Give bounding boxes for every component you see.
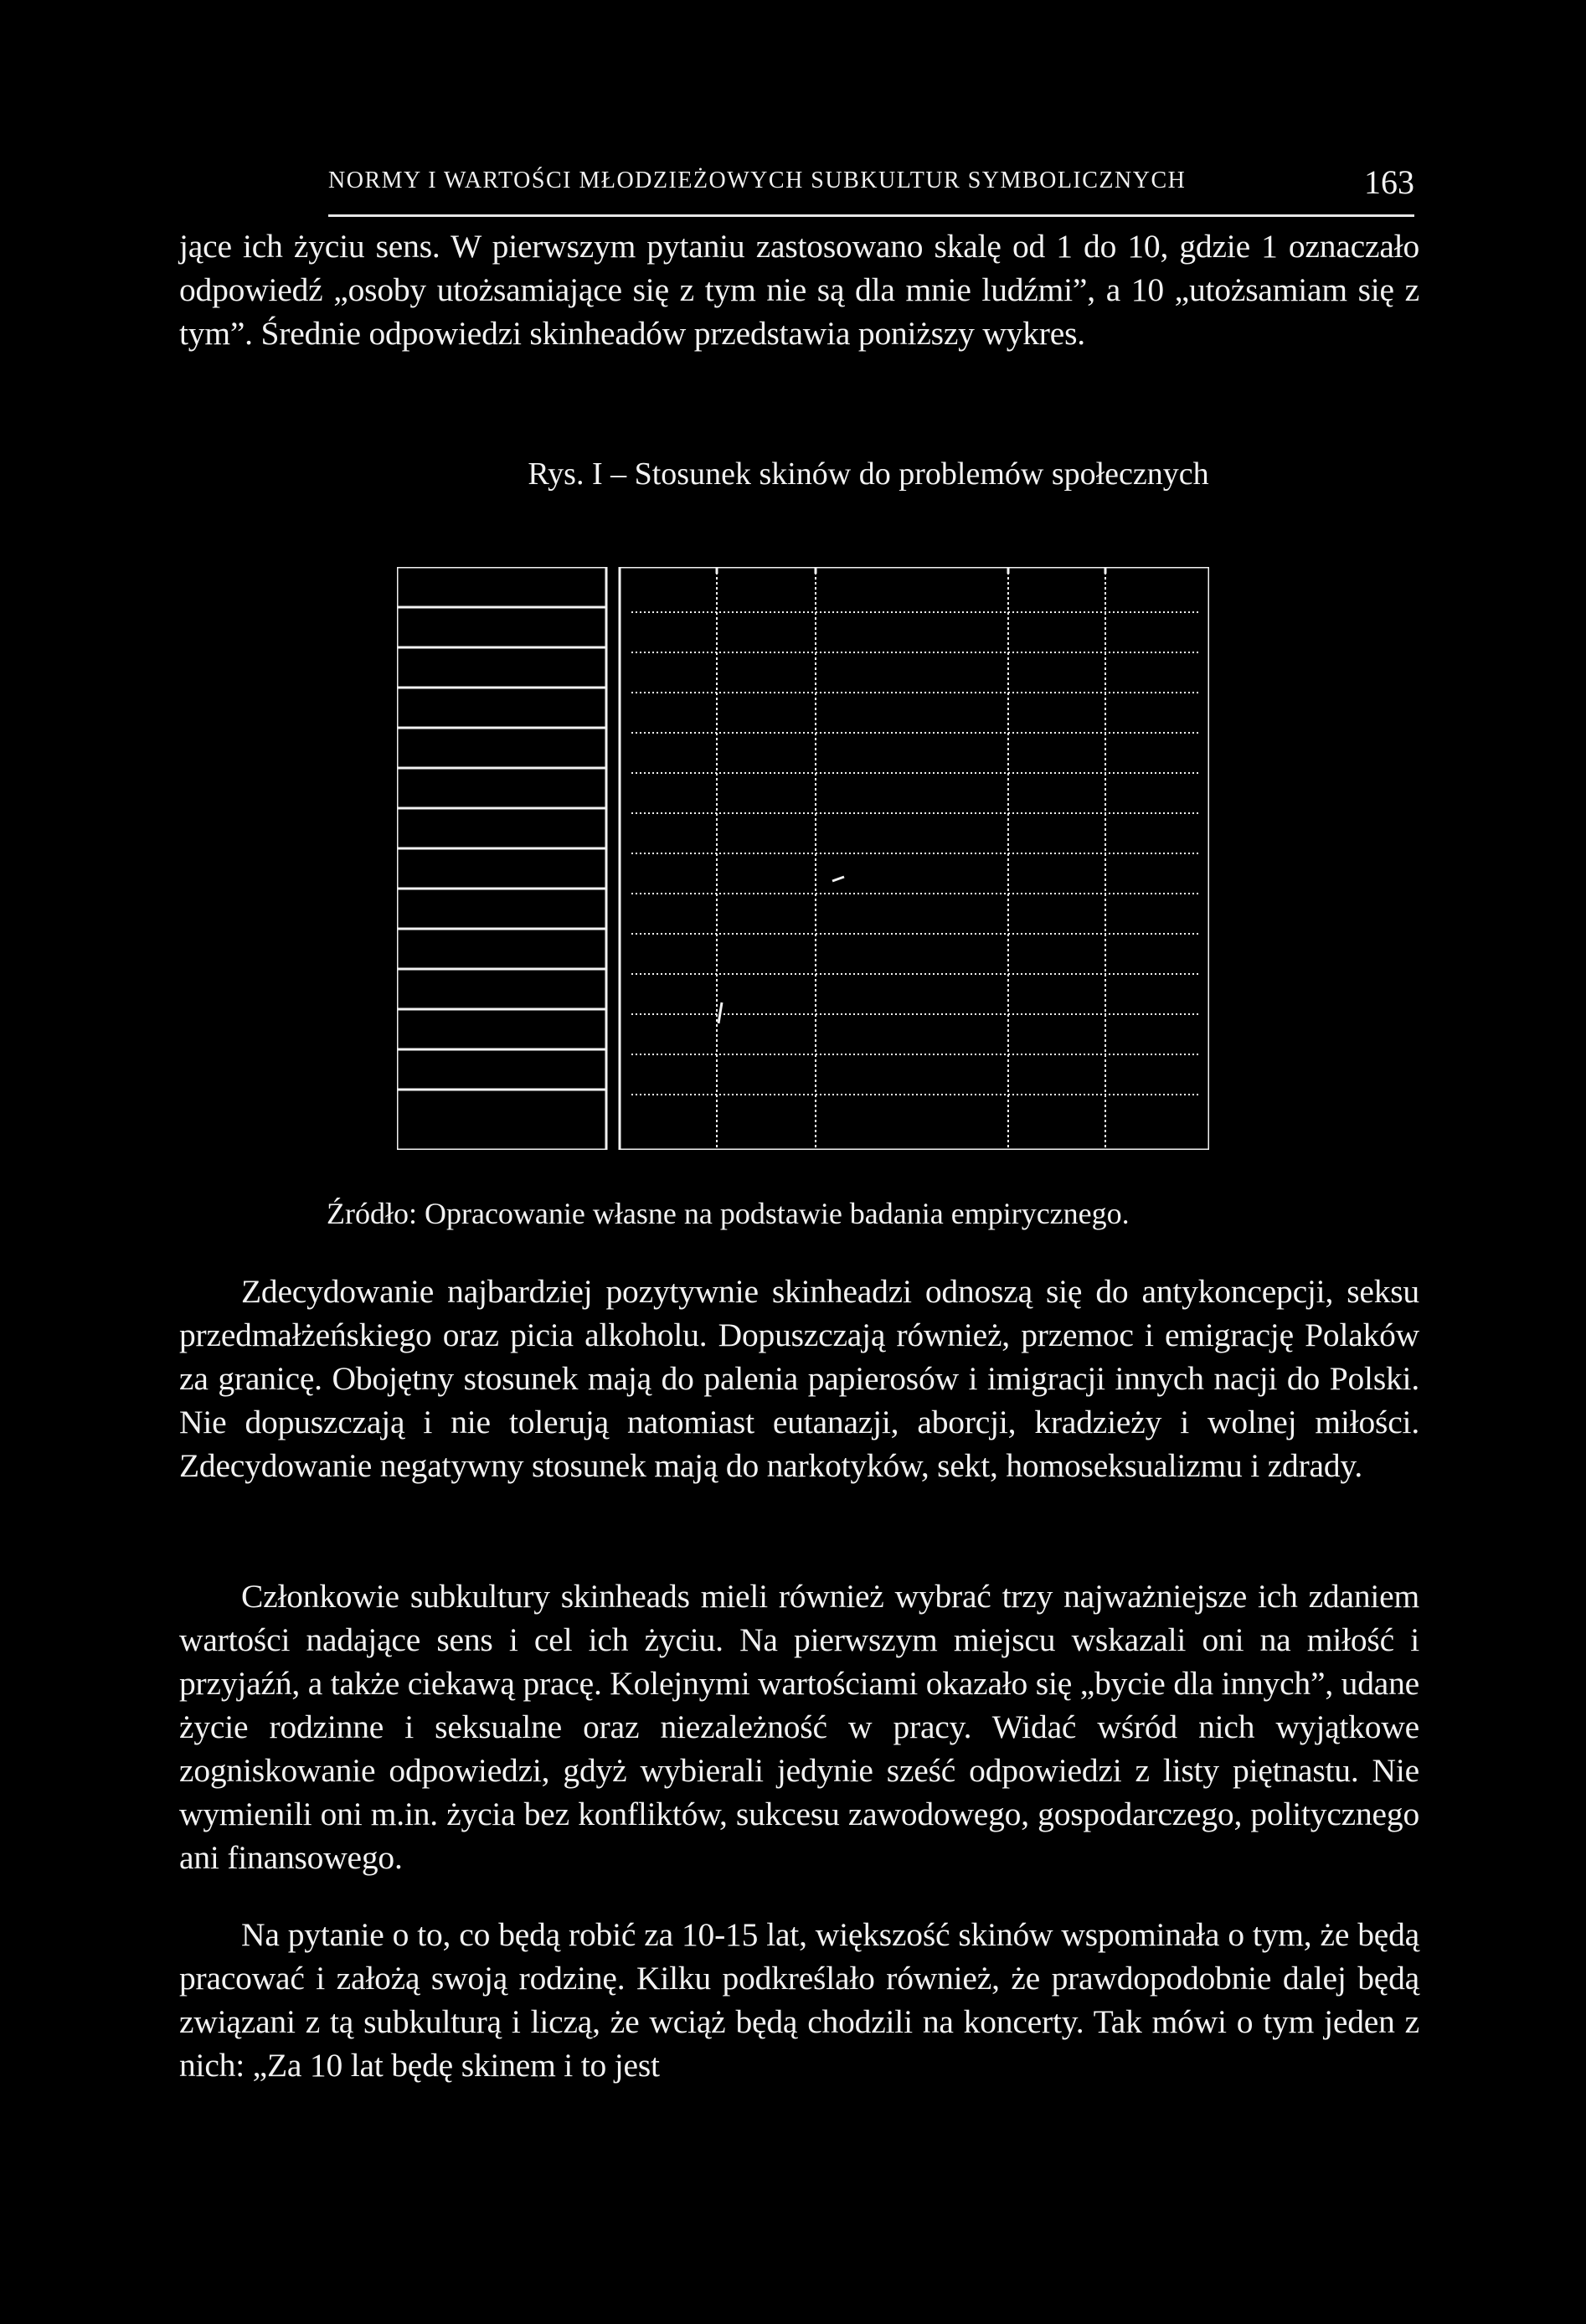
chart-figure [397,567,1209,1150]
body-paragraph: Członkowie subkultury skinheads mieli również wybrać trzy najważniejsze ich zdaniem wartości nadające sens i cel ich życiu. Na pierwszym miejscu wskazali oni na miłość i przyjaźń, a także ciekawą pracę. Kolejnymi wartościami okazało się „bycie dla innych”, udane życie rodzinne i seksualne oraz niezależność w pracy. Widać wśród nich wyjątkowe zogniskowanie odpowiedzi, gdyż wybierali jedynie sześć odpowiedzi z listy piętnastu. Nie wymienili oni m.in. życia bez konfliktów, sukcesu zawodowego, gospodarczego, politycznego ani finansowego. [179,1578,1419,1876]
figure-source: Źródło: Opracowanie własne na podstawie badania empirycznego. [327,1197,1130,1230]
intro-paragraph: jące ich życiu sens. W pierwszym pytaniu zastosowano skalę od 1 do 10, gdzie 1 oznaczało odpowiedź „osoby utożsamiające się z tym nie są dla mnie ludźmi”, a 10 „utożsamiam się z tym”. Średnie odpowiedzi skinheadów przedstawia poniższy wykres. [179,228,1419,352]
running-title: NORMY I WARTOŚCI MŁODZIEŻOWYCH SUBKULTUR SYMBOLICZNYCH [328,167,1187,193]
body-paragraph: Na pytanie o to, co będą robić za 10-15 lat, większość skinów wspominała o tym, że będą pracować i założą swoją rodzinę. Kilku podkreślało również, że prawdopodobnie dalej będą związani z tą subkulturą i liczą, że wciąż będą chodzili na koncerty. Tak mówi o tym jeden z nich: „Za 10 lat będę skinem i to jest [179,1916,1419,2084]
figure-caption: Rys. I – Stosunek skinów do problemów społecznych [528,456,1209,492]
page-header [328,161,1414,217]
page-number: 163 [1364,163,1414,201]
chart-plot-area [620,567,1209,1150]
body-paragraph: Zdecydowanie najbardziej pozytywnie skinheadzi odnoszą się do antykoncepcji, seksu przedmałżeńskiego oraz picia alkoholu. Dopuszczają również, przemoc i emigrację Polaków za granicę. Obojętny stosunek mają do palenia papierosów i imigracji innych nacji do Polski. Nie dopuszczają i nie tolerują natomiast eutanazji, aborcji, kradzieży i wolnej miłości. Zdecydowanie negatywny stosunek mają do narkotyków, sekt, homoseksualizmu i zdrady. [179,1273,1419,1484]
chart-label-column [397,567,606,1150]
